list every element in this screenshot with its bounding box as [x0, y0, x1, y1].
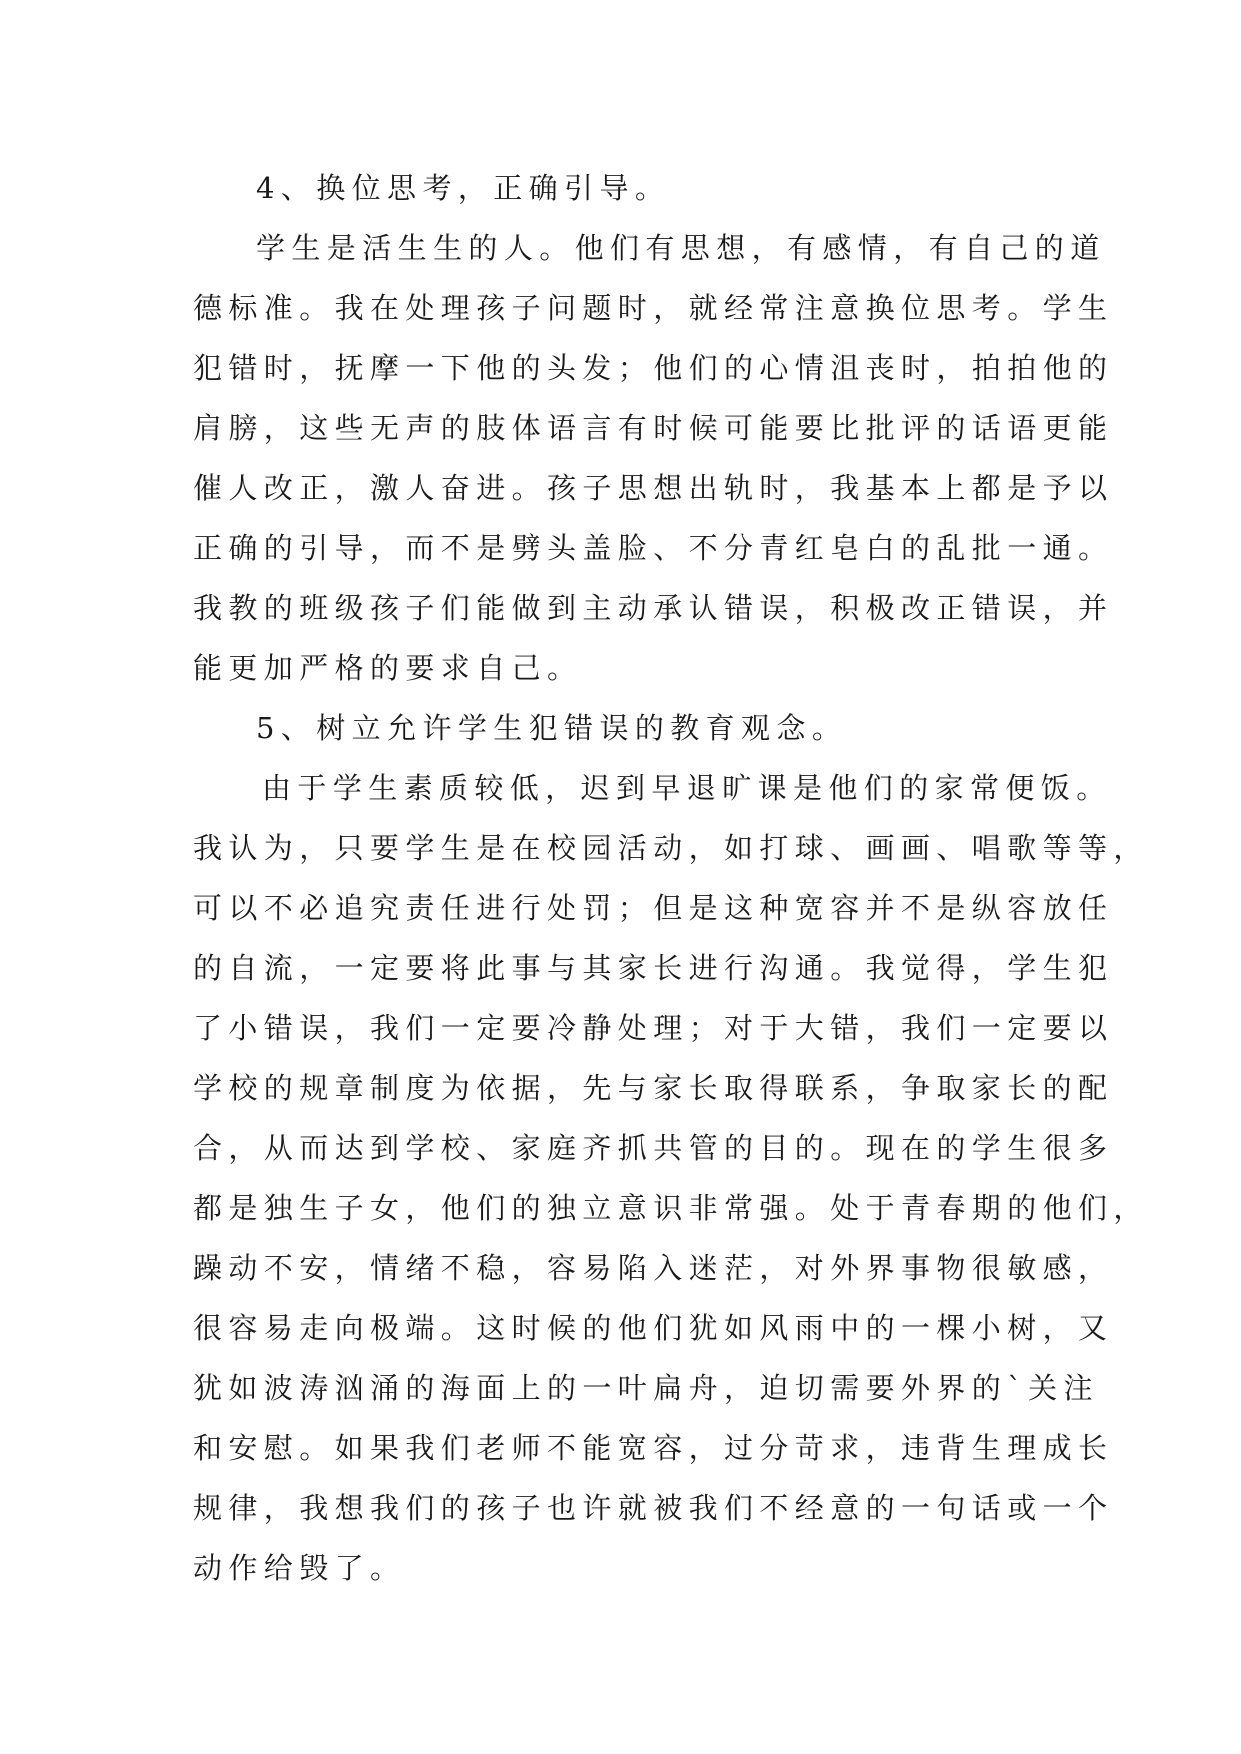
paragraph-line: 肩膀，这些无声的肢体语言有时候可能要比批评的话语更能 [193, 411, 1114, 445]
paragraph-line: 都是独生子女，他们的独立意识非常强。处于青春期的他们， [193, 1191, 1149, 1225]
paragraph-line: 犹如波涛汹涌的海面上的一叶扁舟，迫切需要外界的`关注 [193, 1371, 1099, 1405]
heading-4: 4、换位思考，正确引导。 [256, 171, 671, 205]
paragraph-line: 德标准。我在处理孩子问题时，就经常注意换位思考。学生 [193, 291, 1114, 325]
paragraph-line: 能更加严格的要求自己。 [193, 651, 583, 685]
paragraph-line: 催人改正，激人奋进。孩子思想出轨时，我基本上都是予以 [193, 471, 1114, 505]
paragraph-line: 由于学生素质较低，迟到早退旷课是他们的家常便饭。 [262, 771, 1112, 805]
paragraph-line: 学生是活生生的人。他们有思想，有感情，有自己的道 [256, 231, 1106, 265]
paragraph-line: 我认为，只要学生是在校园活动，如打球、画画、唱歌等等， [193, 831, 1149, 865]
paragraph-line: 规律，我想我们的孩子也许就被我们不经意的一句话或一个 [193, 1491, 1114, 1525]
paragraph-line: 学校的规章制度为依据，先与家长取得联系，争取家长的配 [193, 1071, 1114, 1105]
paragraph-line: 犯错时，抚摩一下他的头发；他们的心情沮丧时，拍拍他的 [193, 351, 1114, 385]
paragraph-line: 正确的引导，而不是劈头盖脸、不分青红皂白的乱批一通。 [193, 531, 1114, 565]
paragraph-line: 我教的班级孩子们能做到主动承认错误，积极改正错误，并 [193, 591, 1114, 625]
paragraph-line: 躁动不安，情绪不稳，容易陷入迷茫，对外界事物很敏感， [193, 1251, 1114, 1285]
paragraph-line: 很容易走向极端。这时候的他们犹如风雨中的一棵小树，又 [193, 1311, 1114, 1345]
paragraph-line: 了小错误，我们一定要冷静处理；对于大错，我们一定要以 [193, 1011, 1114, 1045]
paragraph-line: 合，从而达到学校、家庭齐抓共管的目的。现在的学生很多 [193, 1131, 1114, 1165]
heading-5: 5、树立允许学生犯错误的教育观念。 [256, 711, 848, 745]
paragraph-line: 的自流，一定要将此事与其家长进行沟通。我觉得，学生犯 [193, 951, 1114, 985]
paragraph-line: 可以不必追究责任进行处罚；但是这种宽容并不是纵容放任 [193, 891, 1114, 925]
paragraph-line: 动作给毁了。 [193, 1551, 406, 1585]
paragraph-line: 和安慰。如果我们老师不能宽容，过分苛求，违背生理成长 [193, 1431, 1114, 1465]
